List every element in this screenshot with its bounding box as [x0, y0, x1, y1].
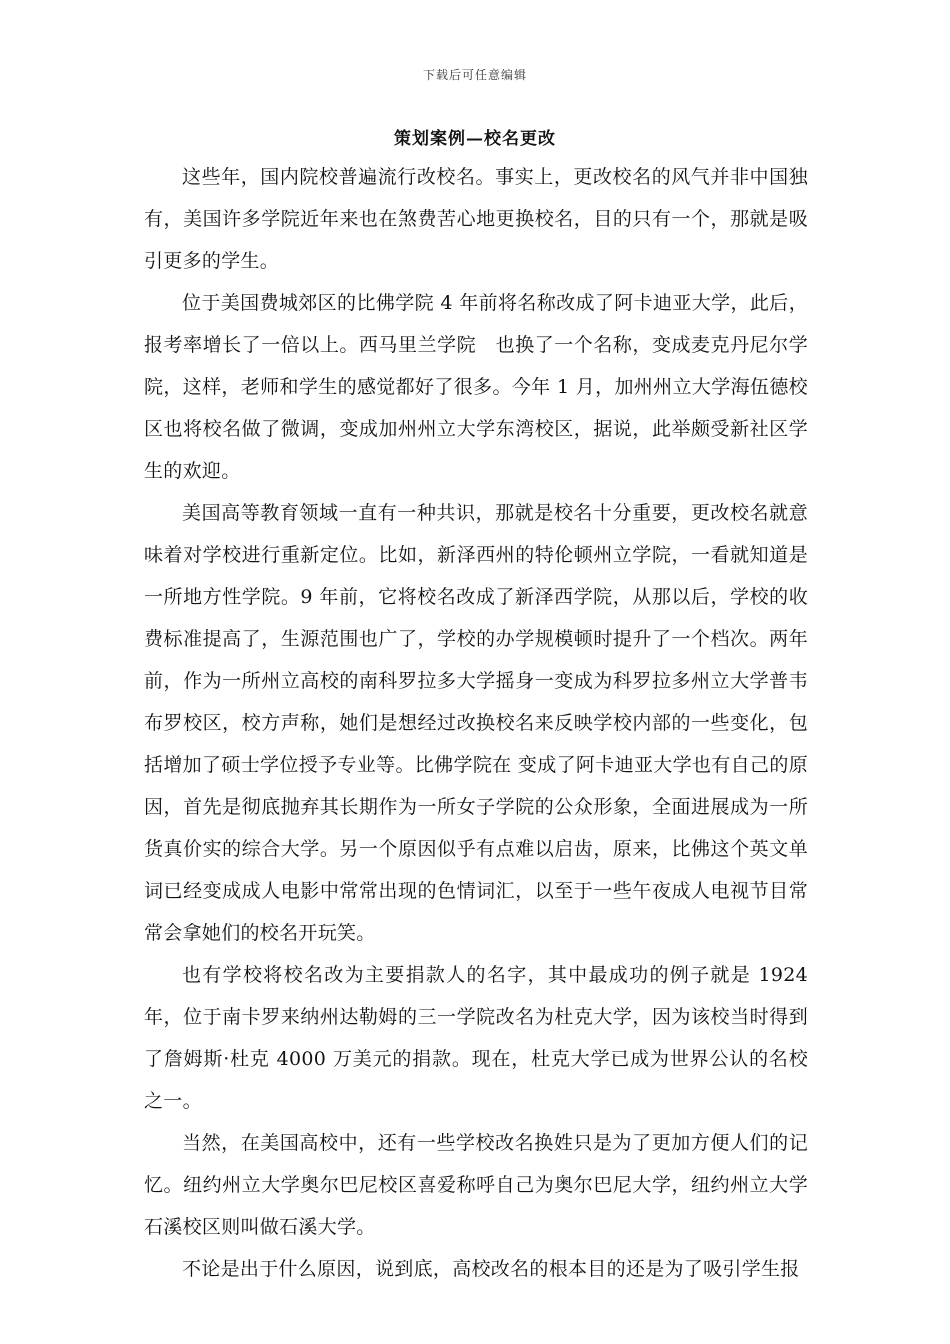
- paragraph-4: 也有学校将校名改为主要捐款人的名字，其中最成功的例子就是 1924 年，位于南卡罗来纳州达勒姆的三一学院改名为杜克大学，因为该校当时得到了詹姆斯·杜克 4000 万美元的捐款。现在，杜克大学已成为世界公认的名校之一。: [144, 964, 808, 1112]
- paragraph-3: 美国高等教育领域一直有一种共识，那就是校名十分重要，更改校名就意味着对学校进行重新定位。比如，新泽西州的特伦顿州立学院，一看就知道是一所地方性学院。9 年前，它将校名改成了新泽西学院，从那以后，学校的收费标准提高了，生源范围也广了，学校的办学规模顿时提升了一个档次。两年前，作为一所州立高校的南科罗拉多大学摇身一变成为科罗拉多州立大学普韦布罗校区，校方声称，她们是想经过改换校名来反映学校内部的一些变化，包括增加了硕士学位授予专业等。比佛学院在 变成了阿卡迪亚大学也有自己的原因，首先是彻底抛弃其长期作为一所女子学院的公众形象，全面进展成为一所货真价实的综合大学。另一个原因似乎有点难以启齿，原来，比佛这个英文单词已经变成成人电影中常常出现的色情词汇，以至于一些午夜成人电视节目常常会拿她们的校名开玩笑。: [144, 502, 808, 944]
- paragraph-1: 这些年，国内院校普遍流行改校名。事实上，更改校名的风气并非中国独有，美国许多学院近年来也在煞费苦心地更换校名，目的只有一个，那就是吸引更多的学生。: [144, 166, 808, 272]
- paragraph-5: 当然，在美国高校中，还有一些学校改名换姓只是为了更加方便人们的记忆。纽约州立大学奥尔巴尼校区喜爱称呼自己为奥尔巴尼大学，纽约州立大学石溪校区则叫做石溪大学。: [144, 1132, 808, 1238]
- document-title: 策划案例—校名更改: [394, 129, 556, 149]
- document-body: [144, 156, 808, 1290]
- paragraph-6: 不论是出于什么原因，说到底，高校改名的根本目的还是为了吸引学生报: [182, 1258, 800, 1280]
- page-header-note: 下载后可任意编辑: [422, 68, 527, 82]
- paragraph-2: 位于美国费城郊区的比佛学院 4 年前将名称改成了阿卡迪亚大学，此后，报考率增长了一倍以上。西马里兰学院 也换了一个名称，变成麦克丹尼尔学院，这样，老师和学生的感觉都好了很多。今年 1 月，加州州立大学海伍德校区也将校名做了微调，变成加州州立大学东湾校区，据说，此举颇受新社区学生的欢迎。: [144, 292, 808, 482]
